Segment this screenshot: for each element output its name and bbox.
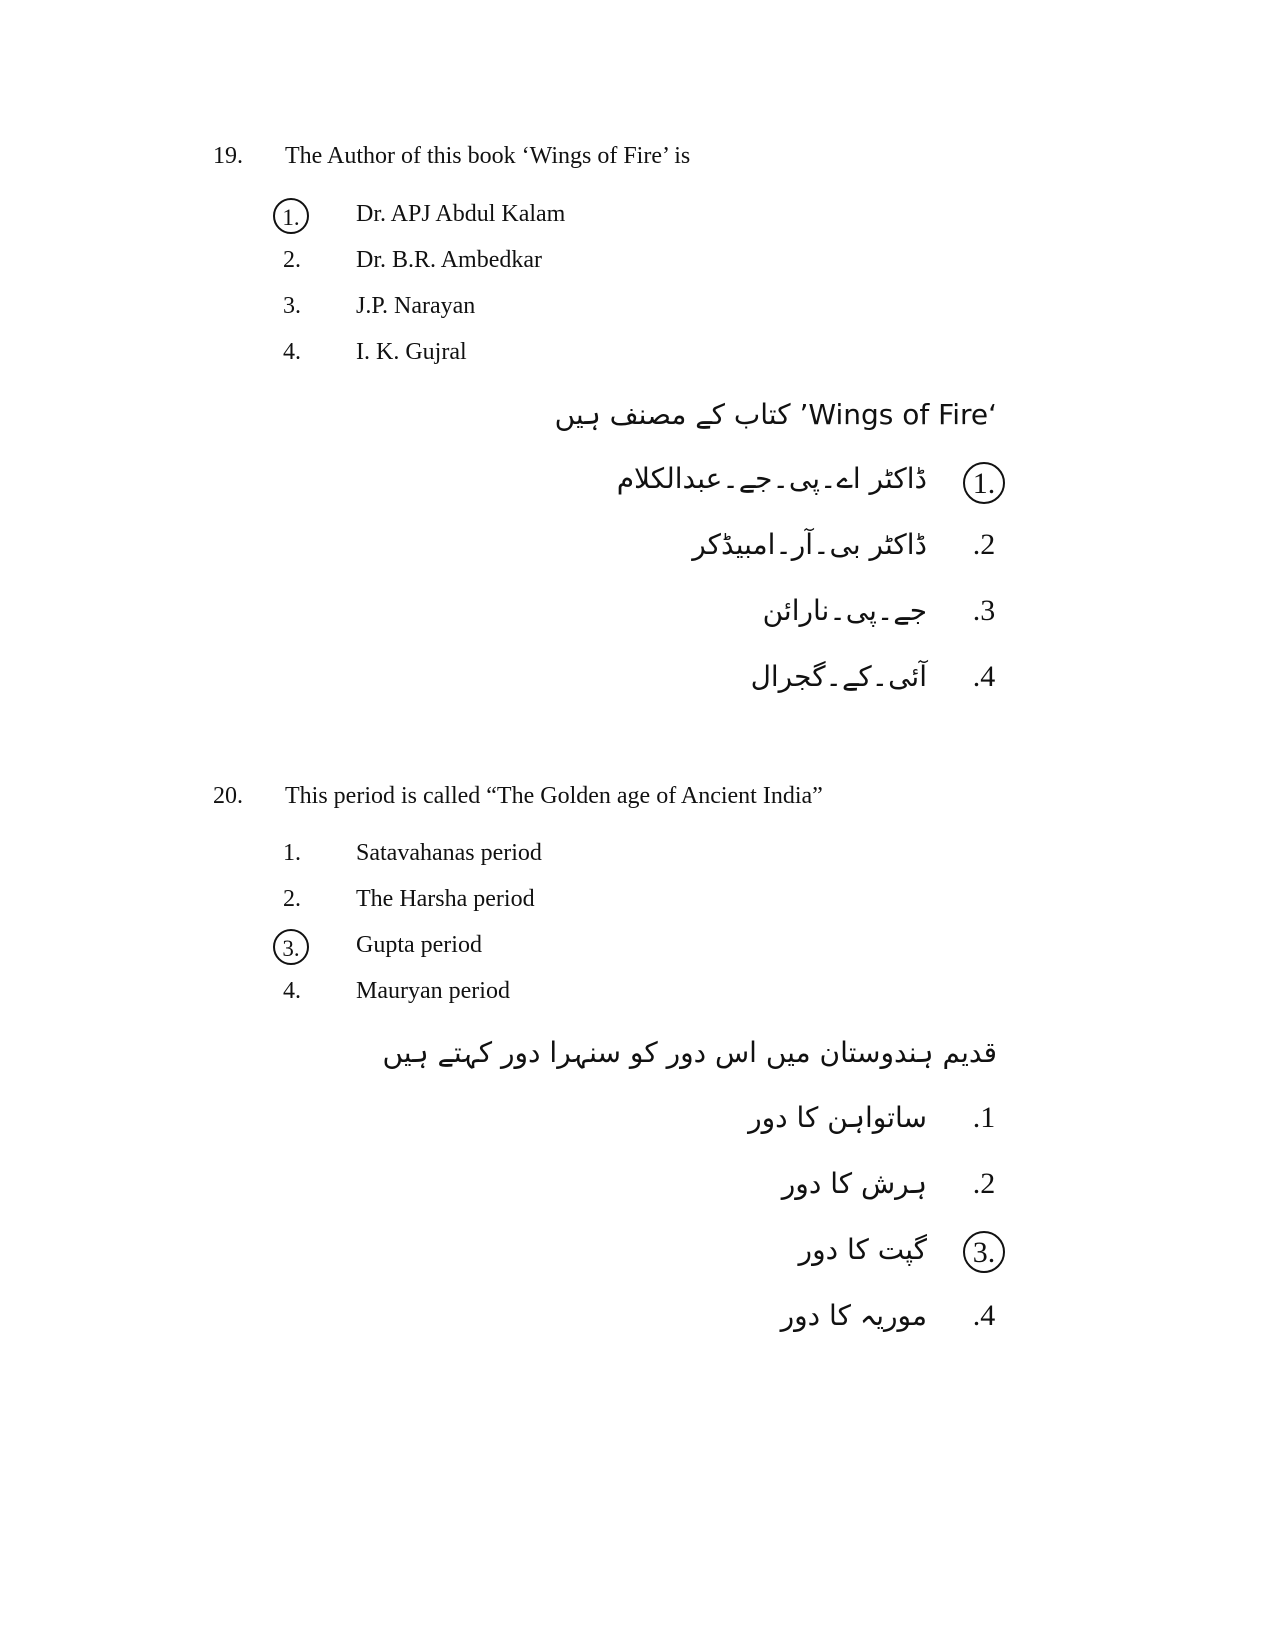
option-text: Gupta period — [356, 932, 482, 958]
urdu-option-number: .4 — [972, 660, 996, 693]
urdu-option-text: ساتواہن کا دور — [748, 1101, 927, 1134]
option-text: Dr. B.R. Ambedkar — [356, 247, 542, 273]
option-text: J.P. Narayan — [356, 293, 476, 319]
option-number-circled: 3. — [273, 929, 309, 965]
question-number: 20. — [213, 783, 243, 809]
option-number: 1. — [283, 840, 301, 866]
option-number: 3. — [283, 293, 301, 319]
option-number: 2. — [283, 886, 301, 912]
urdu-option-text: گپت کا دور — [798, 1233, 927, 1266]
option-number: 2. — [283, 247, 301, 273]
option-text: Dr. APJ Abdul Kalam — [356, 201, 566, 227]
option-text: Mauryan period — [356, 978, 510, 1004]
urdu-question-text: ‘Wings of Fire’ کتاب کے مصنف ہیں — [554, 398, 997, 431]
urdu-option-number-circled: 3. — [963, 1231, 1005, 1273]
urdu-option-number-circled: 1. — [963, 462, 1005, 504]
urdu-option-number: .4 — [972, 1299, 996, 1332]
urdu-option-text: ڈاکٹر بی۔آر۔امبیڈکر — [692, 528, 927, 561]
urdu-option-text: جے۔پی۔نارائن — [762, 594, 927, 627]
urdu-question-text: قدیم ہندوستان میں اس دور کو سنہرا دور کہتے ہیں — [382, 1036, 997, 1069]
urdu-option-number: .2 — [972, 528, 996, 561]
urdu-option-text: ہرش کا دور — [781, 1167, 927, 1200]
option-text: Satavahanas period — [356, 840, 542, 866]
urdu-option-number: .2 — [972, 1167, 996, 1200]
urdu-option-number: .3 — [972, 594, 996, 627]
option-number: 4. — [283, 339, 301, 365]
option-text: I. K. Gujral — [356, 339, 467, 365]
urdu-option-text: موریہ کا دور — [780, 1299, 927, 1332]
option-text: The Harsha period — [356, 886, 535, 912]
question-text: The Author of this book ‘Wings of Fire’ is — [285, 143, 691, 169]
option-number: 4. — [283, 978, 301, 1004]
urdu-option-text: ڈاکٹر اے۔پی۔جے۔عبدالکلام — [616, 462, 927, 495]
urdu-option-text: آئی۔کے۔گجرال — [750, 660, 927, 693]
question-number: 19. — [213, 143, 243, 169]
question-text: This period is called “The Golden age of Ancient India” — [285, 783, 823, 809]
option-number-circled: 1. — [273, 198, 309, 234]
urdu-option-number: .1 — [972, 1101, 996, 1134]
